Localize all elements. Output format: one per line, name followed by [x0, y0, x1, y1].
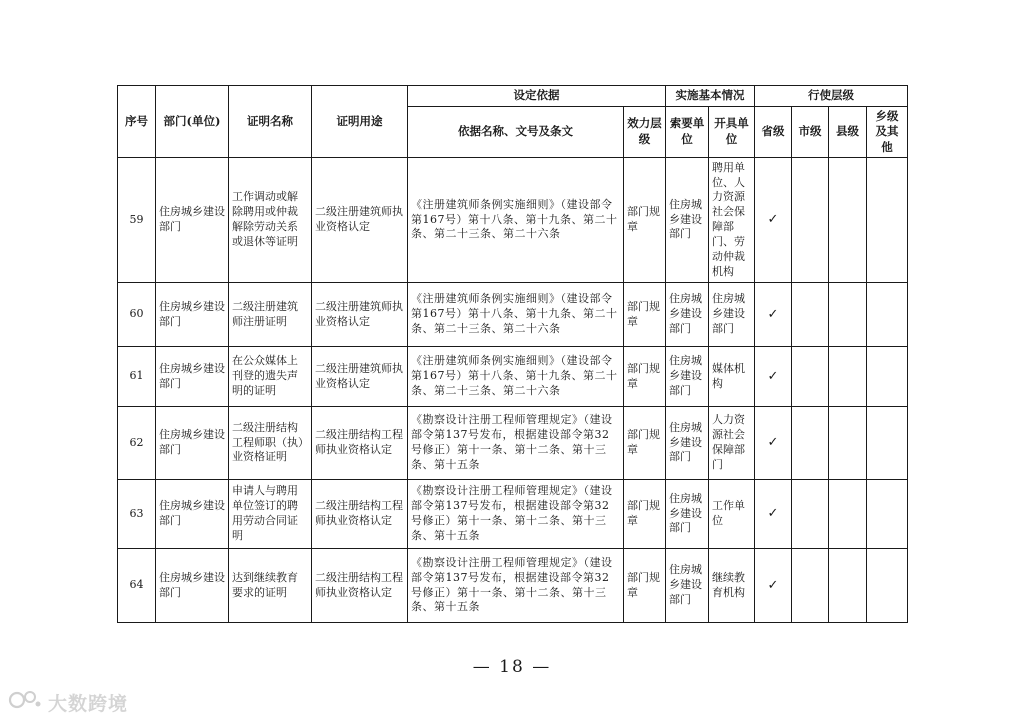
cell-province-check: ✓ [755, 407, 792, 480]
header-lvl-county: 县级 [829, 106, 867, 158]
cell-dept: 住房城乡建设部门 [156, 480, 229, 549]
header-lvl-town: 乡级及其他 [867, 106, 908, 158]
cell-cert-use: 二级注册建筑师执业资格认定 [312, 347, 408, 407]
cell-county [829, 158, 867, 283]
cell-dept: 住房城乡建设部门 [156, 407, 229, 480]
cell-town [867, 347, 908, 407]
cell-city [792, 480, 829, 549]
cell-seq: 63 [118, 480, 156, 549]
cell-seq: 60 [118, 283, 156, 347]
cell-basis: 《勘察设计注册工程师管理规定》（建设部令第137号发布，根据建设部令第32号修正）第十一条、第十二条、第十三条、第十五条 [408, 549, 624, 623]
cell-county [829, 480, 867, 549]
header-impl-group: 实施基本情况 [666, 86, 755, 107]
table-row [118, 347, 908, 407]
cell-city [792, 549, 829, 623]
cell-province-check: ✓ [755, 480, 792, 549]
header-lvl-province: 省级 [755, 106, 792, 158]
page-number: — 18 — [472, 657, 552, 677]
cell-req-unit: 住房城乡建设部门 [666, 283, 709, 347]
cell-req-unit: 住房城乡建设部门 [666, 480, 709, 549]
cell-cert-use: 二级注册结构工程师执业资格认定 [312, 480, 408, 549]
cell-county [829, 549, 867, 623]
table-row [118, 480, 908, 549]
header-issue-unit: 开具单位 [709, 106, 755, 158]
cell-req-unit: 住房城乡建设部门 [666, 549, 709, 623]
table-row [118, 549, 908, 623]
cell-req-unit: 住房城乡建设部门 [666, 347, 709, 407]
cell-province-check: ✓ [755, 549, 792, 623]
cell-cert-name: 在公众媒体上刊登的遗失声明的证明 [229, 347, 312, 407]
cell-dept: 住房城乡建设部门 [156, 283, 229, 347]
cell-level: 部门规章 [624, 283, 666, 347]
cell-city [792, 158, 829, 283]
cell-issue-unit: 工作单位 [709, 480, 755, 549]
cell-basis: 《勘察设计注册工程师管理规定》（建设部令第137号发布，根据建设部令第32号修正）第十一条、第十二条、第十三条、第十五条 [408, 480, 624, 549]
header-cert-use: 证明用途 [312, 86, 408, 158]
cell-cert-use: 二级注册建筑师执业资格认定 [312, 283, 408, 347]
cell-level: 部门规章 [624, 158, 666, 283]
cell-seq: 62 [118, 407, 156, 480]
cell-cert-name: 申请人与聘用单位签订的聘用劳动合同证明 [229, 480, 312, 549]
certificate-table [117, 85, 908, 623]
cell-city [792, 283, 829, 347]
watermark-text: 大数跨境 [48, 692, 129, 715]
cell-level: 部门规章 [624, 407, 666, 480]
cell-cert-name: 达到继续教育要求的证明 [229, 549, 312, 623]
cell-county [829, 347, 867, 407]
cell-seq: 61 [118, 347, 156, 407]
header-req-unit: 索要单位 [666, 106, 709, 158]
cell-town [867, 283, 908, 347]
cell-issue-unit: 媒体机构 [709, 347, 755, 407]
cell-city [792, 407, 829, 480]
cell-basis: 《注册建筑师条例实施细则》（建设部令第167号）第十八条、第十九条、第二十条、第二十三条、第二十六条 [408, 347, 624, 407]
header-basis-name: 依据名称、文号及条文 [408, 106, 624, 158]
cell-issue-unit: 住房城乡建设部门 [709, 283, 755, 347]
cell-dept: 住房城乡建设部门 [156, 158, 229, 283]
cell-city [792, 347, 829, 407]
cell-level: 部门规章 [624, 549, 666, 623]
header-basis-group: 设定依据 [408, 86, 666, 107]
watermark [8, 688, 128, 716]
cell-issue-unit: 人力资源社会保障部门 [709, 407, 755, 480]
cell-cert-name: 二级注册建筑师注册证明 [229, 283, 312, 347]
cell-town [867, 549, 908, 623]
cell-basis: 《注册建筑师条例实施细则》（建设部令第167号）第十八条、第十九条、第二十条、第二十三条、第二十六条 [408, 283, 624, 347]
cell-town [867, 158, 908, 283]
header-basis-level: 效力层级 [624, 106, 666, 158]
cell-req-unit: 住房城乡建设部门 [666, 407, 709, 480]
cell-province-check: ✓ [755, 283, 792, 347]
cell-county [829, 283, 867, 347]
header-dept: 部门(单位) [156, 86, 229, 158]
cell-dept: 住房城乡建设部门 [156, 549, 229, 623]
cell-province-check: ✓ [755, 158, 792, 283]
cell-issue-unit: 聘用单位、人力资源社会保障部门、劳动仲裁机构 [709, 158, 755, 283]
table-row [118, 407, 908, 480]
cell-req-unit: 住房城乡建设部门 [666, 158, 709, 283]
cell-cert-use: 二级注册结构工程师执业资格认定 [312, 407, 408, 480]
cell-level: 部门规章 [624, 480, 666, 549]
header-cert-name: 证明名称 [229, 86, 312, 158]
cell-cert-use: 二级注册建筑师执业资格认定 [312, 158, 408, 283]
cell-level: 部门规章 [624, 347, 666, 407]
table-header-row-1 [118, 86, 908, 107]
cell-cert-name: 工作调动或解除聘用或仲裁解除劳动关系或退休等证明 [229, 158, 312, 283]
table-row [118, 283, 908, 347]
header-lvl-city: 市级 [792, 106, 829, 158]
header-exercise-group: 行使层级 [755, 86, 908, 107]
cell-county [829, 407, 867, 480]
cell-issue-unit: 继续教育机构 [709, 549, 755, 623]
cell-cert-use: 二级注册结构工程师执业资格认定 [312, 549, 408, 623]
cell-seq: 59 [118, 158, 156, 283]
cell-cert-name: 二级注册结构工程师职（执）业资格证明 [229, 407, 312, 480]
cell-seq: 64 [118, 549, 156, 623]
cell-town [867, 407, 908, 480]
brand-logo-icon [8, 688, 42, 716]
cell-town [867, 480, 908, 549]
cell-basis: 《注册建筑师条例实施细则》（建设部令第167号）第十八条、第十九条、第二十条、第二十三条、第二十六条 [408, 158, 624, 283]
header-seq: 序号 [118, 86, 156, 158]
cell-dept: 住房城乡建设部门 [156, 347, 229, 407]
table-row [118, 158, 908, 283]
cell-province-check: ✓ [755, 347, 792, 407]
cell-basis: 《勘察设计注册工程师管理规定》（建设部令第137号发布，根据建设部令第32号修正）第十一条、第十二条、第十三条、第十五条 [408, 407, 624, 480]
